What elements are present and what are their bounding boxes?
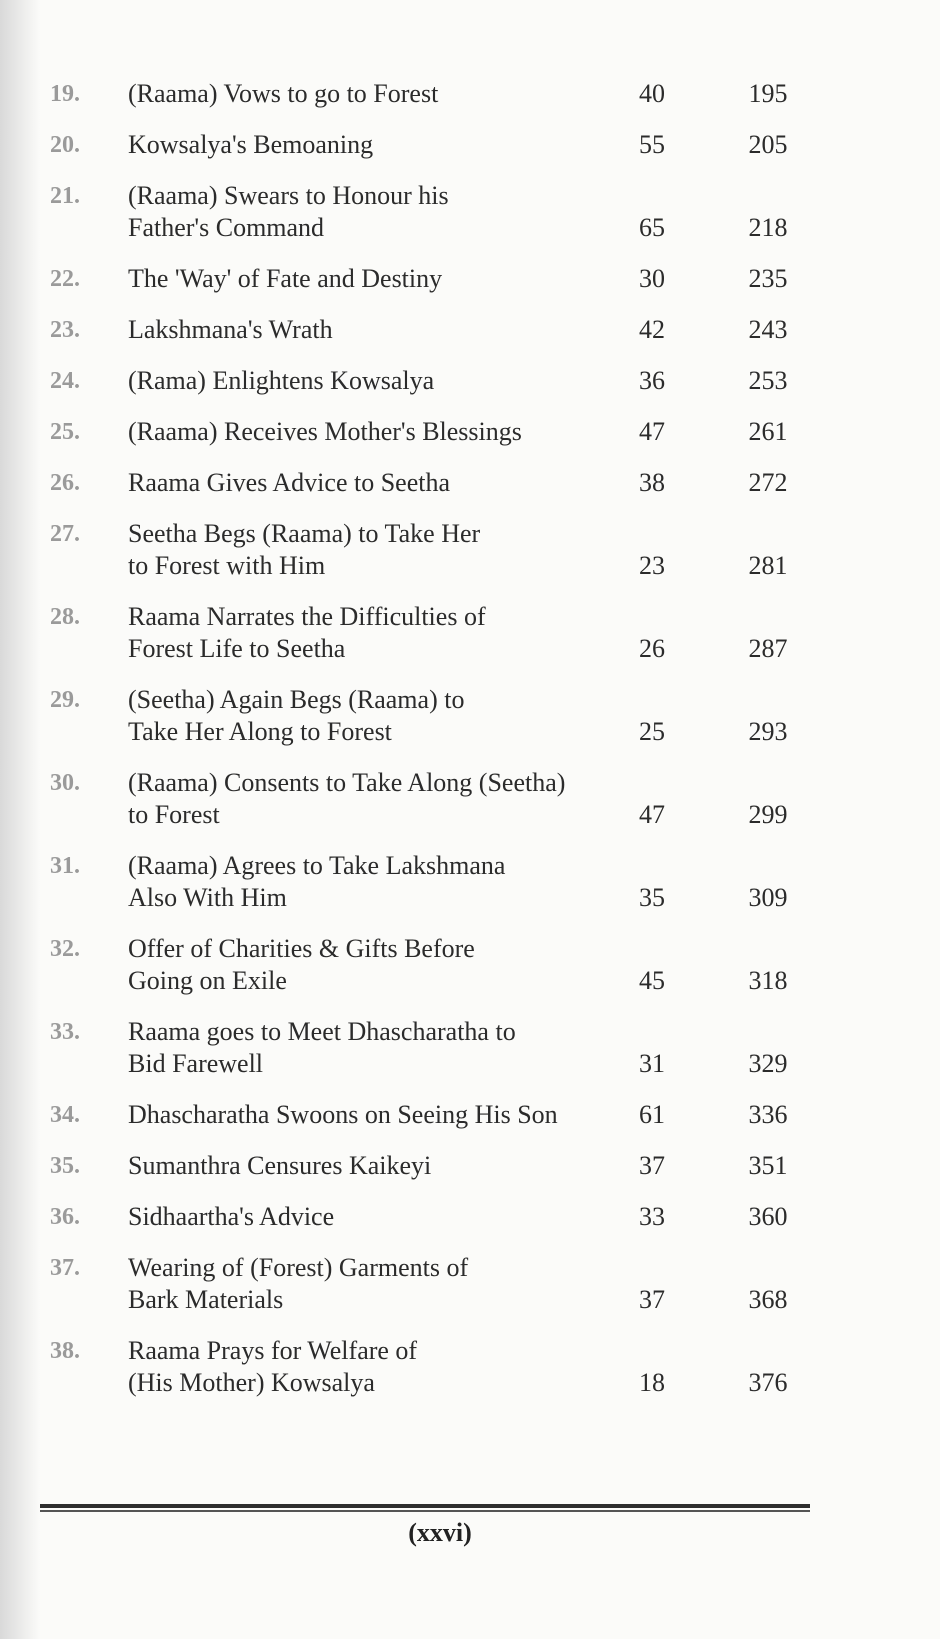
entry-verse-count: 23	[639, 551, 665, 580]
entry-title: Kowsalya's Bemoaning	[128, 130, 374, 159]
entry-number: 25.	[50, 419, 80, 445]
entry-verse-count: 36	[639, 366, 665, 395]
toc-entry-28	[0, 601, 940, 665]
entry-title: (Rama) Enlightens Kowsalya	[128, 366, 435, 395]
entry-page-number: 318	[748, 966, 788, 995]
entry-number: 33.	[50, 1019, 80, 1045]
entry-title: Wearing of (Forest) Garments of Bark Materials	[128, 1253, 469, 1314]
entry-number: 34.	[50, 1102, 80, 1128]
entry-title: Dhascharatha Swoons on Seeing His Son	[128, 1100, 558, 1129]
entry-title: (Raama) Swears to Honour his Father's Command	[128, 181, 449, 242]
entry-title: (Raama) Consents to Take Along (Seetha) to Forest	[128, 768, 566, 829]
entry-title: Sidhaartha's Advice	[128, 1202, 335, 1231]
entry-verse-count: 26	[639, 634, 665, 663]
entry-page-number: 336	[748, 1100, 788, 1129]
entry-number: 38.	[50, 1338, 80, 1364]
entry-verse-count: 65	[639, 213, 665, 242]
entry-title: The 'Way' of Fate and Destiny	[128, 264, 443, 293]
toc-entry-29	[0, 684, 940, 748]
entry-verse-count: 33	[639, 1202, 665, 1231]
toc-entry-36	[0, 1201, 940, 1233]
entry-title: Raama Narrates the Difficulties of Forest Life to Seetha	[128, 602, 486, 663]
entry-page-number: 253	[748, 366, 788, 395]
entry-number: 24.	[50, 368, 80, 394]
entry-title: (Raama) Vows to go to Forest	[128, 79, 439, 108]
entry-title: Offer of Charities & Gifts Before Going on Exile	[128, 934, 475, 995]
entry-title: (Raama) Receives Mother's Blessings	[128, 417, 522, 446]
entry-number: 19.	[50, 81, 80, 107]
toc-entry-32	[0, 933, 940, 997]
entry-title: Sumanthra Censures Kaikeyi	[128, 1151, 432, 1180]
toc-entry-26	[0, 467, 940, 499]
entry-verse-count: 18	[639, 1368, 665, 1397]
entry-page-number: 235	[748, 264, 788, 293]
footer-rule-thin	[40, 1510, 810, 1512]
toc-entry-24	[0, 365, 940, 397]
entry-number: 27.	[50, 521, 80, 547]
entry-number: 37.	[50, 1255, 80, 1281]
entry-page-number: 329	[748, 1049, 788, 1078]
entry-page-number: 376	[748, 1368, 788, 1397]
toc-entry-37	[0, 1252, 940, 1316]
entry-page-number: 281	[748, 551, 788, 580]
entry-page-number: 261	[748, 417, 788, 446]
entry-verse-count: 37	[639, 1151, 665, 1180]
page-folio: (xxvi)	[408, 1518, 472, 1547]
entry-page-number: 351	[748, 1151, 788, 1180]
entry-number: 28.	[50, 604, 80, 630]
entry-verse-count: 55	[639, 130, 665, 159]
entry-title: (Seetha) Again Begs (Raama) to Take Her Along to Forest	[128, 685, 465, 746]
entry-number: 35.	[50, 1153, 80, 1179]
entry-verse-count: 42	[639, 315, 665, 344]
entry-page-number: 243	[748, 315, 788, 344]
toc-entry-30	[0, 767, 940, 831]
entry-verse-count: 25	[639, 717, 665, 746]
entry-verse-count: 61	[639, 1100, 665, 1129]
entry-page-number: 360	[748, 1202, 788, 1231]
entry-number: 23.	[50, 317, 80, 343]
entry-page-number: 195	[748, 79, 788, 108]
entry-verse-count: 47	[639, 800, 665, 829]
entry-page-number: 309	[748, 883, 788, 912]
toc-entry-35	[0, 1150, 940, 1182]
entry-verse-count: 47	[639, 417, 665, 446]
entry-title: Lakshmana's Wrath	[128, 315, 333, 344]
entry-page-number: 287	[748, 634, 788, 663]
entry-number: 32.	[50, 936, 80, 962]
toc-entry-31	[0, 850, 940, 914]
entry-page-number: 205	[748, 130, 788, 159]
entry-number: 29.	[50, 687, 80, 713]
entry-page-number: 272	[748, 468, 788, 497]
entry-title: Seetha Begs (Raama) to Take Her to Forest with Him	[128, 519, 481, 580]
entry-page-number: 368	[748, 1285, 788, 1314]
toc-entry-23	[0, 314, 940, 346]
entry-number: 31.	[50, 853, 80, 879]
entry-title: Raama goes to Meet Dhascharatha to Bid Farewell	[128, 1017, 516, 1078]
toc-entry-34	[0, 1099, 940, 1131]
entry-number: 20.	[50, 132, 80, 158]
toc-entry-20	[0, 129, 940, 161]
entry-verse-count: 45	[639, 966, 665, 995]
entry-number: 26.	[50, 470, 80, 496]
entry-verse-count: 37	[639, 1285, 665, 1314]
entry-title: Raama Gives Advice to Seetha	[128, 468, 451, 497]
toc-entry-21	[0, 180, 940, 244]
entry-verse-count: 38	[639, 468, 665, 497]
toc-entry-22	[0, 263, 940, 295]
table-of-contents	[0, 78, 940, 1399]
entry-page-number: 299	[748, 800, 788, 829]
entry-page-number: 218	[748, 213, 788, 242]
entry-verse-count: 30	[639, 264, 665, 293]
entry-number: 30.	[50, 770, 80, 796]
toc-entry-33	[0, 1016, 940, 1080]
toc-entry-38	[0, 1335, 940, 1399]
entry-title: Raama Prays for Welfare of (His Mother) Kowsalya	[128, 1336, 418, 1397]
toc-entry-27	[0, 518, 940, 582]
entry-page-number: 293	[748, 717, 788, 746]
entry-number: 36.	[50, 1204, 80, 1230]
entry-title: (Raama) Agrees to Take Lakshmana Also With Him	[128, 851, 506, 912]
entry-verse-count: 31	[639, 1049, 665, 1078]
entry-number: 22.	[50, 266, 80, 292]
entry-verse-count: 35	[639, 883, 665, 912]
toc-entry-19	[0, 78, 940, 110]
entry-number: 21.	[50, 183, 80, 209]
footer-rule	[40, 1504, 810, 1508]
toc-entry-25	[0, 416, 940, 448]
entry-verse-count: 40	[639, 79, 665, 108]
